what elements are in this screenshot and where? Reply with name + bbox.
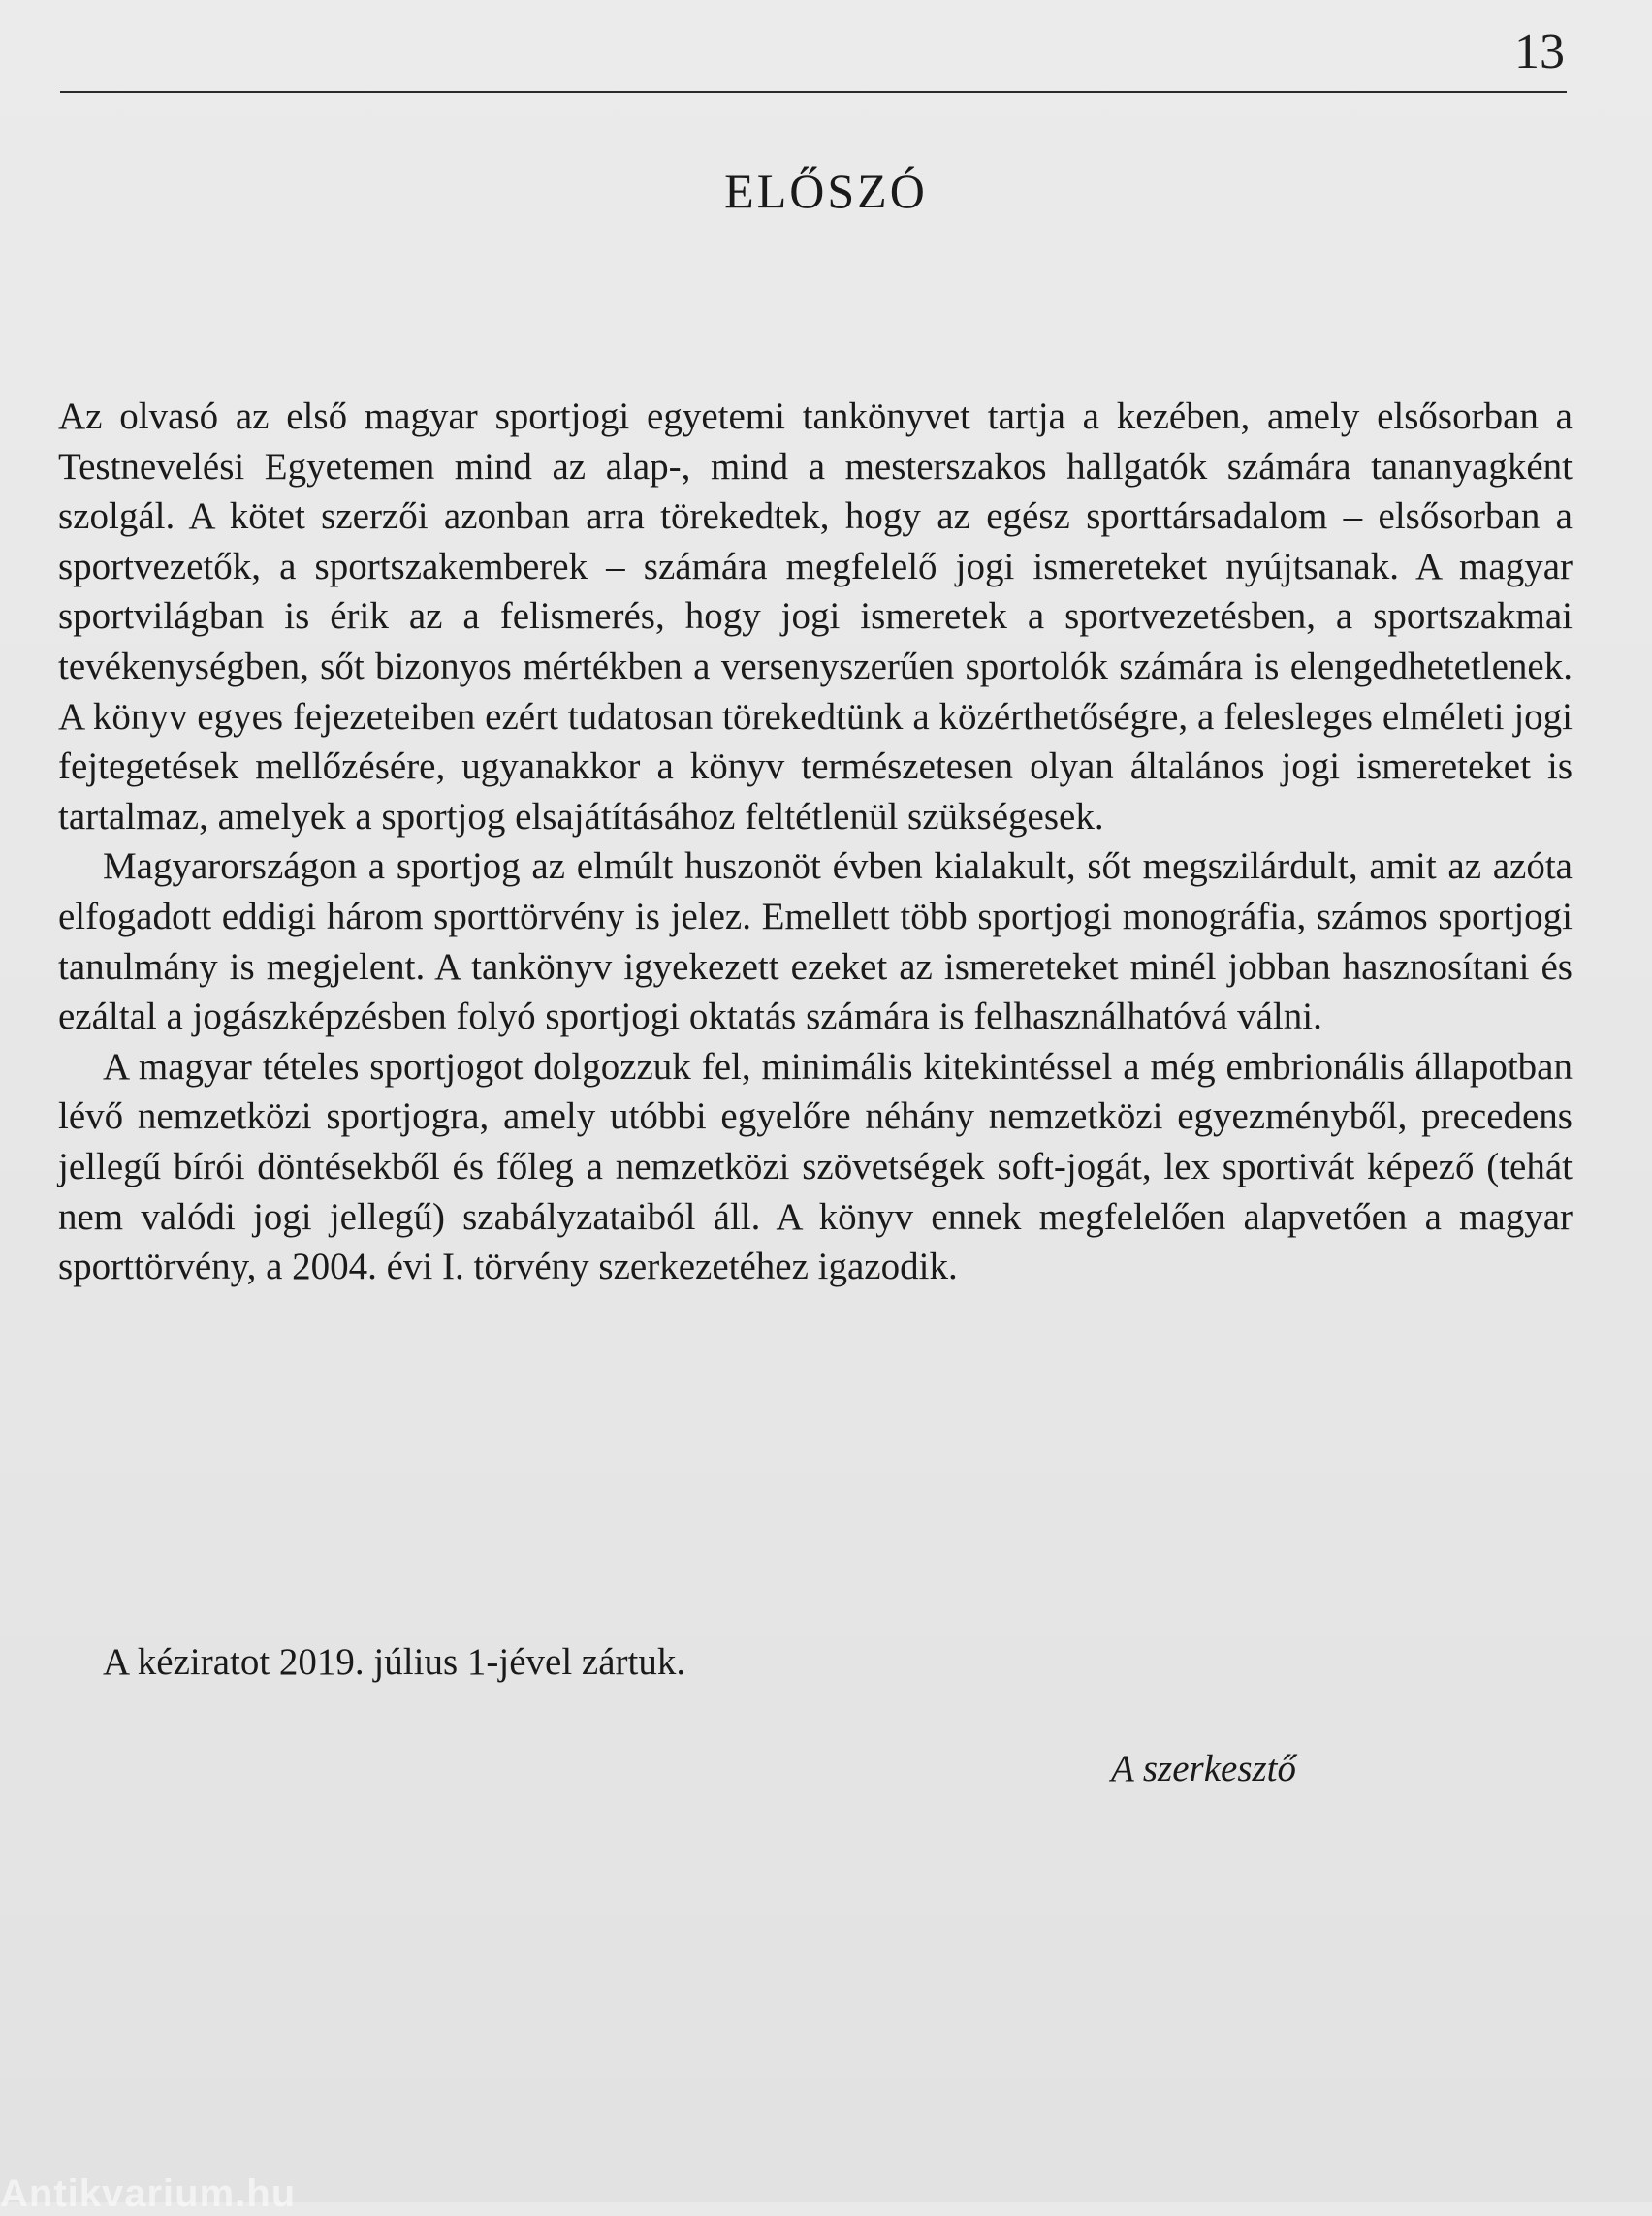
- page-number: 13: [1514, 24, 1565, 79]
- paragraph-3: A magyar tételes sportjogot dolgozzuk fel, minimális kitekintéssel a még embrionális állapotban lévő nemzetközi sportjogra, amely utóbbi egyelőre néhány nemzetközi egyezményből, precedens jellegű bírói döntésekből és főleg a nemzetközi szövetségek soft-jogát, lex sportivát képező (tehát nem valódi jogi jellegű) szabályzataiból áll. A könyv ennek megfelelően alapvetően a magyar sporttörvény, a 2004. évi I. törvény szerkezetéhez igazodik.: [58, 1045, 1573, 1288]
- chapter-title: ELŐSZÓ: [724, 164, 928, 218]
- paragraph-2: Magyarországon a sportjog az elmúlt huszonöt évben kialakult, sőt megszilárdult, amit az azóta elfogadott eddigi három sporttörvény is jelez. Emellett több sportjogi monográfia, számos sportjogi tanulmány is megjelent. A tankönyv igyekezett ezeket az ismereteket minél jobban hasznosítani és ezáltal a jogászképzésben folyó sportjogi oktatás számára is felhasználhatóvá válni.: [58, 845, 1573, 1038]
- body-text: [58, 392, 1573, 1292]
- closing-note: A kéziratot 2019. július 1-jével zártuk.: [103, 1641, 686, 1683]
- watermark: Antikvarium.hu: [0, 2172, 297, 2215]
- paragraph-1: Az olvasó az első magyar sportjogi egyetemi tankönyvet tartja a kezében, amely elsősorban a Testnevelési Egyetemen mind az alap-, mind a mesterszakos hallgatók számára tananyagként szolgál. A kötet szerzői azonban arra törekedtek, hogy az egész sporttársadalom – elsősorban a sportvezetők, a sportszakemberek – számára megfelelő jogi ismereteket nyújtsanak. A magyar sportvilágban is érik az a felismerés, hogy jogi ismeretek a sportvezetésben, a sportszakmai tevékenységben, sőt bizonyos mértékben a versenyszerűen sportolók számára is elengedhetetlenek. A könyv egyes fejezeteiben ezért tudatosan törekedtünk a közérthetőségre, a felesleges elméleti jogi fejtegetések mellőzésére, ugyanakkor a könyv természetesen olyan általános jogi ismereteket is tartalmaz, amelyek a sportjog elsajátításához feltétlenül szükségesek.: [58, 396, 1573, 838]
- editor-signature: A szerkesztő: [1111, 1748, 1297, 1789]
- header-rule: [60, 91, 1567, 93]
